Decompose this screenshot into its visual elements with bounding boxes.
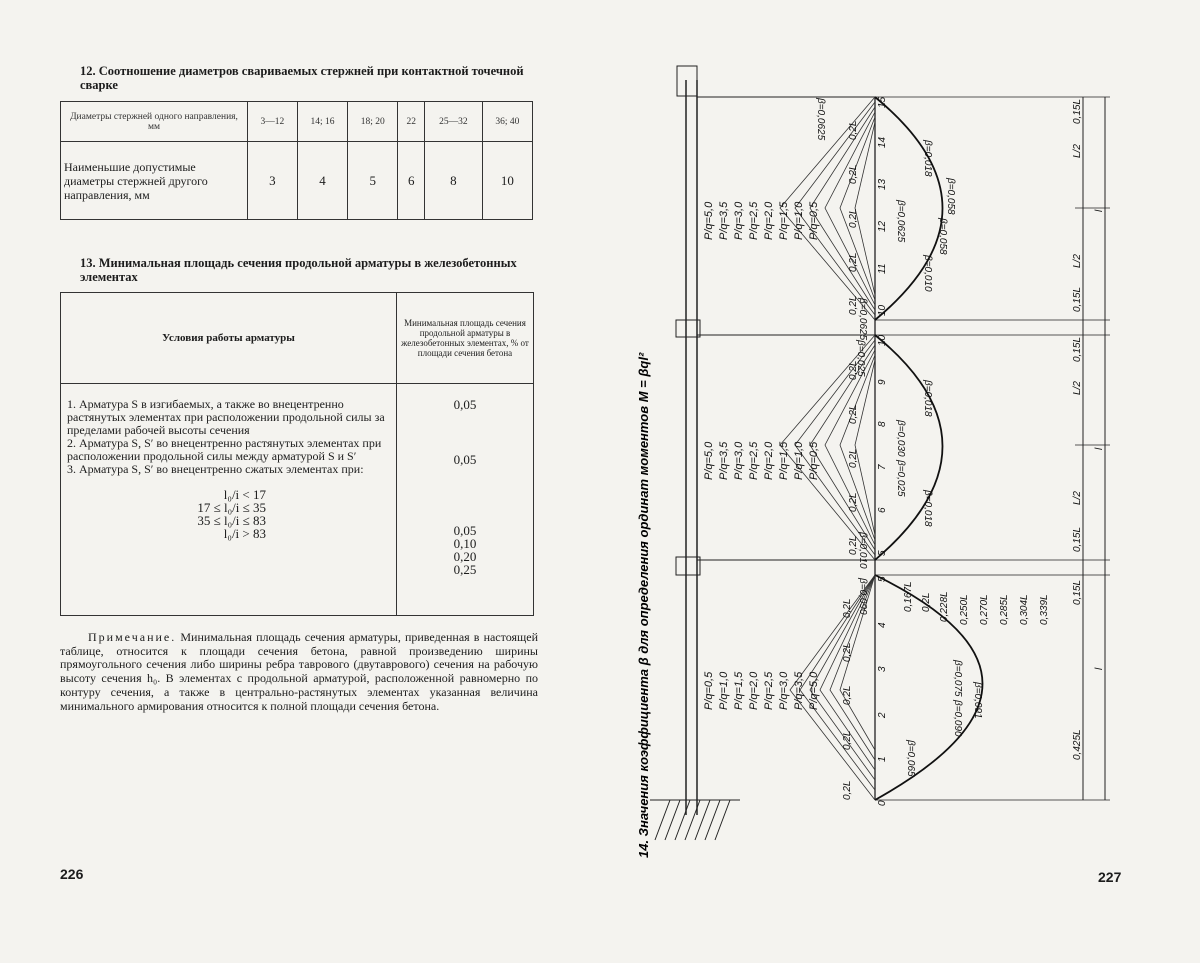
beta-label: β=0,018 bbox=[922, 490, 933, 527]
figure-caption: 14. Значения коэффициента β для определения ординат моментов M = βql² bbox=[636, 352, 651, 858]
pq-label: P/q=3,0 bbox=[778, 671, 790, 710]
segment-dim: 0,2L bbox=[848, 252, 859, 272]
pq-label: P/q=3,0 bbox=[733, 201, 745, 240]
table12-value-4: 6 bbox=[398, 142, 425, 220]
table12-col-5: 25—32 bbox=[425, 102, 483, 142]
table13-item-3: 3. Арматура S, S′ во внецентренно сжатых элементах при: bbox=[67, 462, 364, 476]
pq-label: P/q=2,0 bbox=[748, 671, 760, 710]
page-number-right: 227 bbox=[1098, 869, 1122, 885]
segment-dim: 0,2L bbox=[842, 780, 853, 800]
table12-value-1: 3 bbox=[248, 142, 298, 220]
node-number: 5 bbox=[877, 550, 888, 556]
node-number: 4 bbox=[877, 622, 888, 628]
top-support bbox=[677, 66, 697, 96]
table13-ineq-2: 17 ≤ l₀/i ≤ 35 bbox=[197, 500, 266, 515]
table12-col-6: 36; 40 bbox=[482, 102, 532, 142]
segment-dim: 0,2L bbox=[848, 120, 859, 140]
page-number-left: 226 bbox=[60, 866, 84, 882]
right-dim: 0,425L bbox=[1072, 729, 1083, 760]
segment-dim: 0,2L bbox=[848, 492, 859, 512]
right-dim: l bbox=[1094, 667, 1105, 670]
beta-label: β=0,030 bbox=[895, 420, 906, 457]
node-number: 6 bbox=[877, 507, 888, 513]
right-dim: L/2 bbox=[1072, 144, 1083, 158]
beta-labels bbox=[815, 97, 983, 777]
table12-row-label: Наименьшие допустимые диаметры стержней другого направления, мм bbox=[61, 142, 248, 220]
segment-dim: 0,2L bbox=[848, 164, 859, 184]
pq-label: P/q=1,0 bbox=[718, 671, 730, 710]
segment-dim: 0,2L bbox=[842, 642, 853, 662]
segment-dim: 0,2L bbox=[842, 685, 853, 705]
table13-item-1: 1. Арматура S в изгибаемых, а также во внецентренно растянутых элементах при расположении продольной силы за пределами рабочей высоты сечения bbox=[67, 397, 385, 437]
table13-ineq-1: l₀/i < 17 bbox=[223, 487, 266, 502]
pq-labels-middle bbox=[703, 441, 820, 480]
right-dim: 0,250L bbox=[959, 594, 970, 625]
node-number: 1 bbox=[877, 756, 888, 762]
pq-label: P/q=3,5 bbox=[718, 201, 730, 240]
pq-label: P/q=3,0 bbox=[733, 441, 745, 480]
table13-caption: 13. Минимальная площадь сечения продольной арматуры в железобетонных элементах bbox=[80, 256, 517, 284]
node-number: 5 bbox=[877, 576, 888, 582]
beta-label: β=0,018 bbox=[922, 140, 933, 177]
beta-label: β=0,010 bbox=[857, 532, 868, 569]
table13-ineq-3: 35 ≤ l₀/i ≤ 83 bbox=[197, 513, 266, 528]
table13-value-3b: 0,10 bbox=[453, 536, 477, 551]
right-dim: 0,15L bbox=[1072, 579, 1083, 605]
pq-label: P/q=0,5 bbox=[808, 201, 820, 240]
node-number: 2 bbox=[877, 712, 888, 718]
table13-value-2: 0,05 bbox=[453, 452, 477, 467]
right-dim: 0,15L bbox=[1072, 286, 1083, 312]
pq-label: P/q=3,5 bbox=[793, 671, 805, 710]
pq-label: P/q=1,0 bbox=[793, 441, 805, 480]
right-dim: L/2 bbox=[1072, 381, 1083, 395]
table12-value-6: 10 bbox=[482, 142, 532, 220]
pq-label: P/q=5,0 bbox=[703, 441, 715, 480]
segment-dim: 0,2L bbox=[842, 730, 853, 750]
segment-dim: 0,2L bbox=[848, 535, 859, 555]
dimension-ticks bbox=[875, 97, 1110, 800]
table13-col1-header: Условия работы арматуры bbox=[61, 293, 397, 384]
pq-label: P/q=1,0 bbox=[793, 201, 805, 240]
right-dim: 0,270L bbox=[979, 594, 990, 625]
pq-label: P/q=0,5 bbox=[703, 671, 715, 710]
pq-label: P/q=2,0 bbox=[763, 201, 775, 240]
right-dim: 0,15L bbox=[1072, 526, 1083, 552]
right-dim: L/2 bbox=[1072, 254, 1083, 268]
beta-label: β=0,058 bbox=[945, 178, 956, 215]
node-number: 7 bbox=[877, 464, 888, 470]
table12-col-1: 3—12 bbox=[248, 102, 298, 142]
right-dim: 0,15L bbox=[1072, 98, 1083, 124]
table13-value-3c: 0,20 bbox=[453, 549, 477, 564]
node-number: 3 bbox=[877, 666, 888, 672]
pq-labels-top bbox=[703, 201, 820, 240]
node-number: 0 bbox=[877, 800, 888, 806]
table12-col-4: 22 bbox=[398, 102, 425, 142]
beta-label: β=0,065 bbox=[905, 740, 916, 777]
beta-label: β=0,025 bbox=[895, 460, 906, 497]
table12-col-3: 18; 20 bbox=[348, 102, 398, 142]
beta-label: β=0,090 bbox=[857, 578, 868, 615]
right-dim: l bbox=[1094, 447, 1105, 450]
pq-label: P/q=0,5 bbox=[808, 441, 820, 480]
right-dims-middle bbox=[1072, 337, 1105, 552]
right-dim: l bbox=[1094, 209, 1105, 212]
right-dim: 0,285L bbox=[999, 594, 1010, 625]
table13-item-2: 2. Арматура S, S′ во внецентренно растянутых элементах при расположении продольной силы между арматурой S и S′ bbox=[67, 436, 382, 463]
pq-label: P/q=2,5 bbox=[763, 671, 775, 710]
table12-value-5: 8 bbox=[425, 142, 483, 220]
right-dim: 0,339L bbox=[1039, 594, 1050, 625]
beta-label: β=0,0625 bbox=[815, 98, 826, 141]
node-number: 12 bbox=[877, 220, 888, 232]
table12-col-2: 14; 16 bbox=[297, 102, 347, 142]
pq-label: P/q=1,5 bbox=[733, 671, 745, 710]
segment-dim: 0,2L bbox=[848, 360, 859, 380]
node-number: 8 bbox=[877, 421, 888, 427]
pq-labels-bottom bbox=[703, 671, 820, 710]
ground-hatch bbox=[650, 800, 740, 840]
note-text: Минимальная площадь сечения арматуры, приведенная в настоящей таблице, относится к площади сечения бетона, равной произведению ширины прямоугольного сечения либо ширины ребра таврового (двутаврового) сечения на рабочую высоту сечения h₀. В элементах с продольной арматурой, расположенной равномерно по контуру сечения, а также в центрально-растянутых элементах указанная величина минимального армирования относится к полной площади сечения бетона. bbox=[60, 630, 539, 713]
beta-label: β=0,091 bbox=[972, 682, 983, 719]
right-dim: 0,167L bbox=[903, 581, 914, 612]
beta-label: β=0,018 bbox=[922, 380, 933, 417]
table12-value-2: 4 bbox=[297, 142, 347, 220]
node-number: 10 bbox=[877, 304, 888, 316]
node-number: 9 bbox=[877, 379, 888, 385]
segment-dim: 0,2L bbox=[848, 295, 859, 315]
beta-label: β=0,0625 bbox=[857, 298, 868, 341]
table12-header-label: Диаметры стержней одного направления, мм bbox=[61, 102, 248, 142]
segment-dim: 0,2L bbox=[848, 404, 859, 424]
beta-label: β=0,075 bbox=[952, 660, 963, 697]
pq-label: P/q=2,0 bbox=[763, 441, 775, 480]
right-dims-top bbox=[1072, 99, 1105, 312]
pq-label: P/q=1,5 bbox=[778, 201, 790, 240]
pq-label: P/q=5,0 bbox=[808, 671, 820, 710]
table12-caption: 12. Соотношение диаметров свариваемых стержней при контактной точечной сварке bbox=[80, 64, 524, 92]
beta-label: β=0,090 bbox=[952, 700, 963, 737]
pq-label: P/q=3,5 bbox=[718, 441, 730, 480]
right-dim: 0,228L bbox=[939, 591, 950, 622]
node-number: 15 bbox=[877, 96, 888, 108]
table13-value-3d: 0,25 bbox=[453, 562, 477, 577]
right-dim: 0,15L bbox=[1072, 336, 1083, 362]
beta-label: β=0,010 bbox=[922, 255, 933, 292]
table13-value-1: 0,05 bbox=[453, 397, 477, 412]
table13-col2-header: Минимальная площадь сечения продольной арматуры в железобетонных элементах, % от площади сечения бетона bbox=[397, 293, 534, 384]
node-number: 13 bbox=[877, 178, 888, 190]
table13-ineq-4: l₀/i > 83 bbox=[223, 526, 266, 541]
beta-label: β=0,0625 bbox=[895, 200, 906, 243]
right-dim: 0,304L bbox=[1019, 594, 1030, 625]
pq-label: P/q=2,5 bbox=[748, 201, 760, 240]
node-number: 14 bbox=[877, 136, 888, 148]
note-lead: Примечание. bbox=[88, 630, 177, 644]
right-dim: L/2 bbox=[1072, 491, 1083, 505]
pq-label: P/q=5,0 bbox=[703, 201, 715, 240]
node-number: 10 bbox=[877, 334, 888, 346]
segment-dim: 0,2L bbox=[848, 208, 859, 228]
segment-dim: 0,2L bbox=[842, 598, 853, 618]
node-numbers bbox=[877, 96, 888, 806]
pq-label: P/q=2,5 bbox=[748, 441, 760, 480]
beta-label: β=0,058 bbox=[937, 218, 948, 255]
pq-label: P/q=1,5 bbox=[778, 441, 790, 480]
table12-value-3: 5 bbox=[348, 142, 398, 220]
beta-label: β=0,025 bbox=[855, 340, 866, 377]
right-dim: 0,2L bbox=[921, 592, 932, 612]
segment-dim: 0,2L bbox=[848, 448, 859, 468]
table13-value-3a: 0,05 bbox=[453, 523, 477, 538]
node-number: 11 bbox=[877, 263, 888, 274]
right-dims-bottom bbox=[903, 580, 1105, 760]
